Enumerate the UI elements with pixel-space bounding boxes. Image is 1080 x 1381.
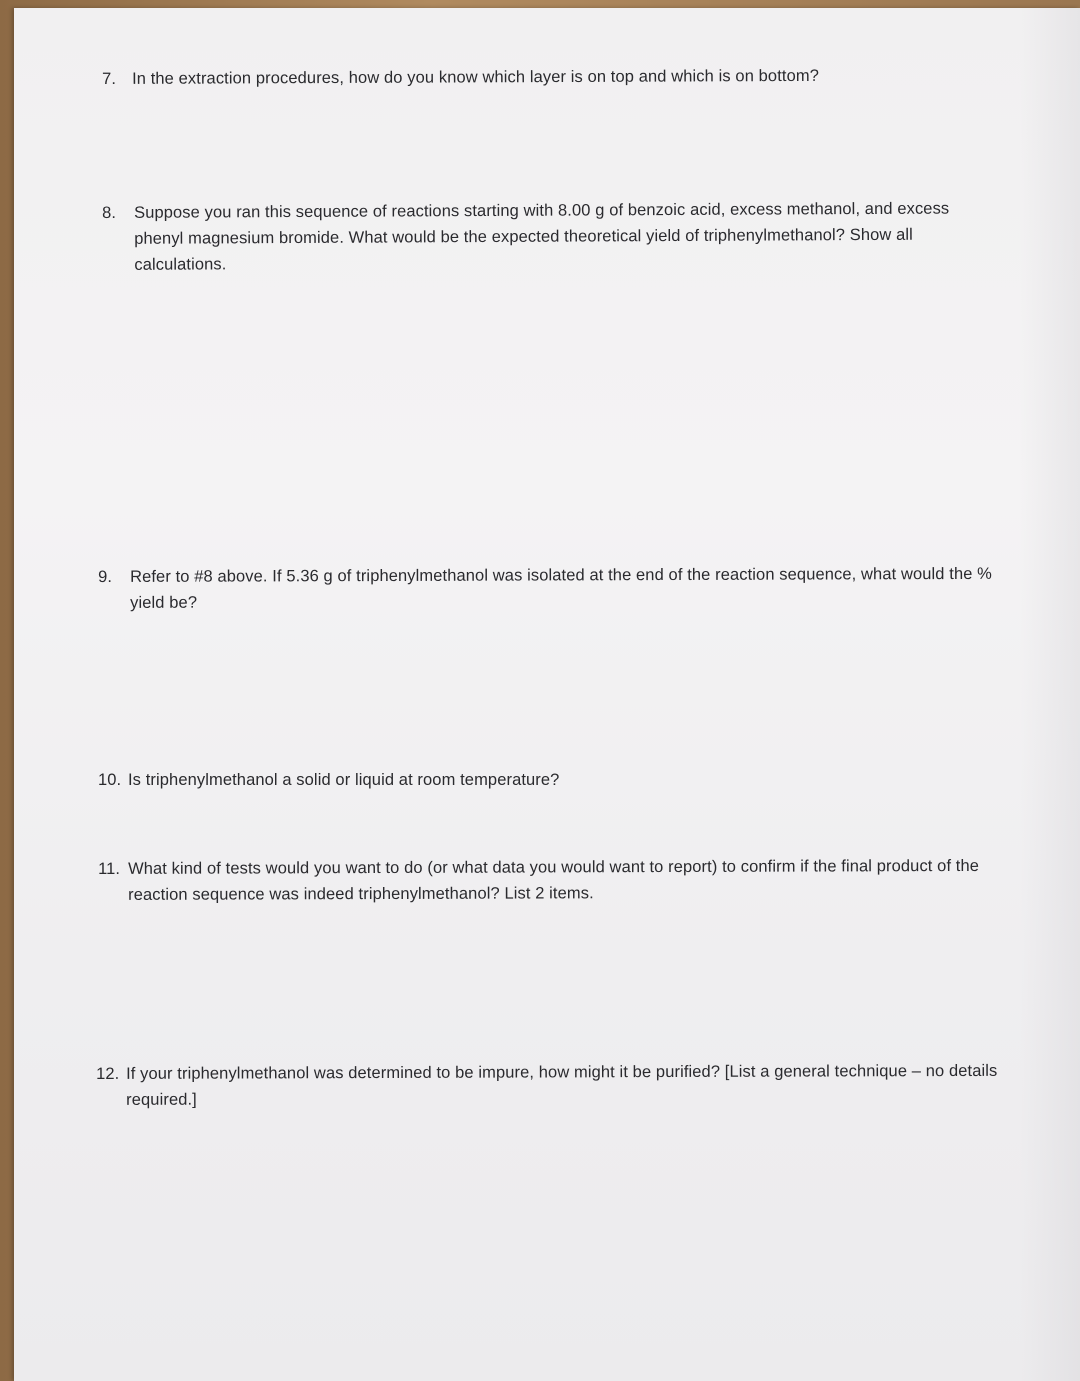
question-number: 7. — [102, 69, 117, 88]
paper-shadow — [1020, 8, 1080, 1381]
question-text: If your triphenylmethanol was determined to be impure, how might it be purified? [List a general technique – no details required.] — [126, 1061, 998, 1109]
question-text: Suppose you ran this sequence of reactions starting with 8.00 g of benzoic acid, excess methanol, and excess phenyl magnesium bromide. What would be the expected theoretical yield of triphenylmethanol? Show all calculations. — [134, 199, 950, 274]
question-text: In the extraction procedures, how do you know which layer is on top and which is on bottom? — [132, 66, 819, 88]
question-text: Refer to #8 above. If 5.36 g of triphenylmethanol was isolated at the end of the reaction sequence, what would the % yield be? — [130, 564, 992, 612]
question-number: 8. — [102, 203, 117, 222]
question-number: 9. — [98, 567, 113, 586]
question-text: Is triphenylmethanol a solid or liquid at room temperature? — [128, 771, 560, 789]
question-number: 10. — [98, 771, 122, 789]
question-text: What kind of tests would you want to do (or what data you would want to report) to confirm if the final product of the reaction sequence was indeed triphenylmethanol? List 2 items. — [128, 856, 980, 904]
question-number: 12. — [96, 1064, 120, 1083]
question-number: 11. — [98, 859, 121, 878]
